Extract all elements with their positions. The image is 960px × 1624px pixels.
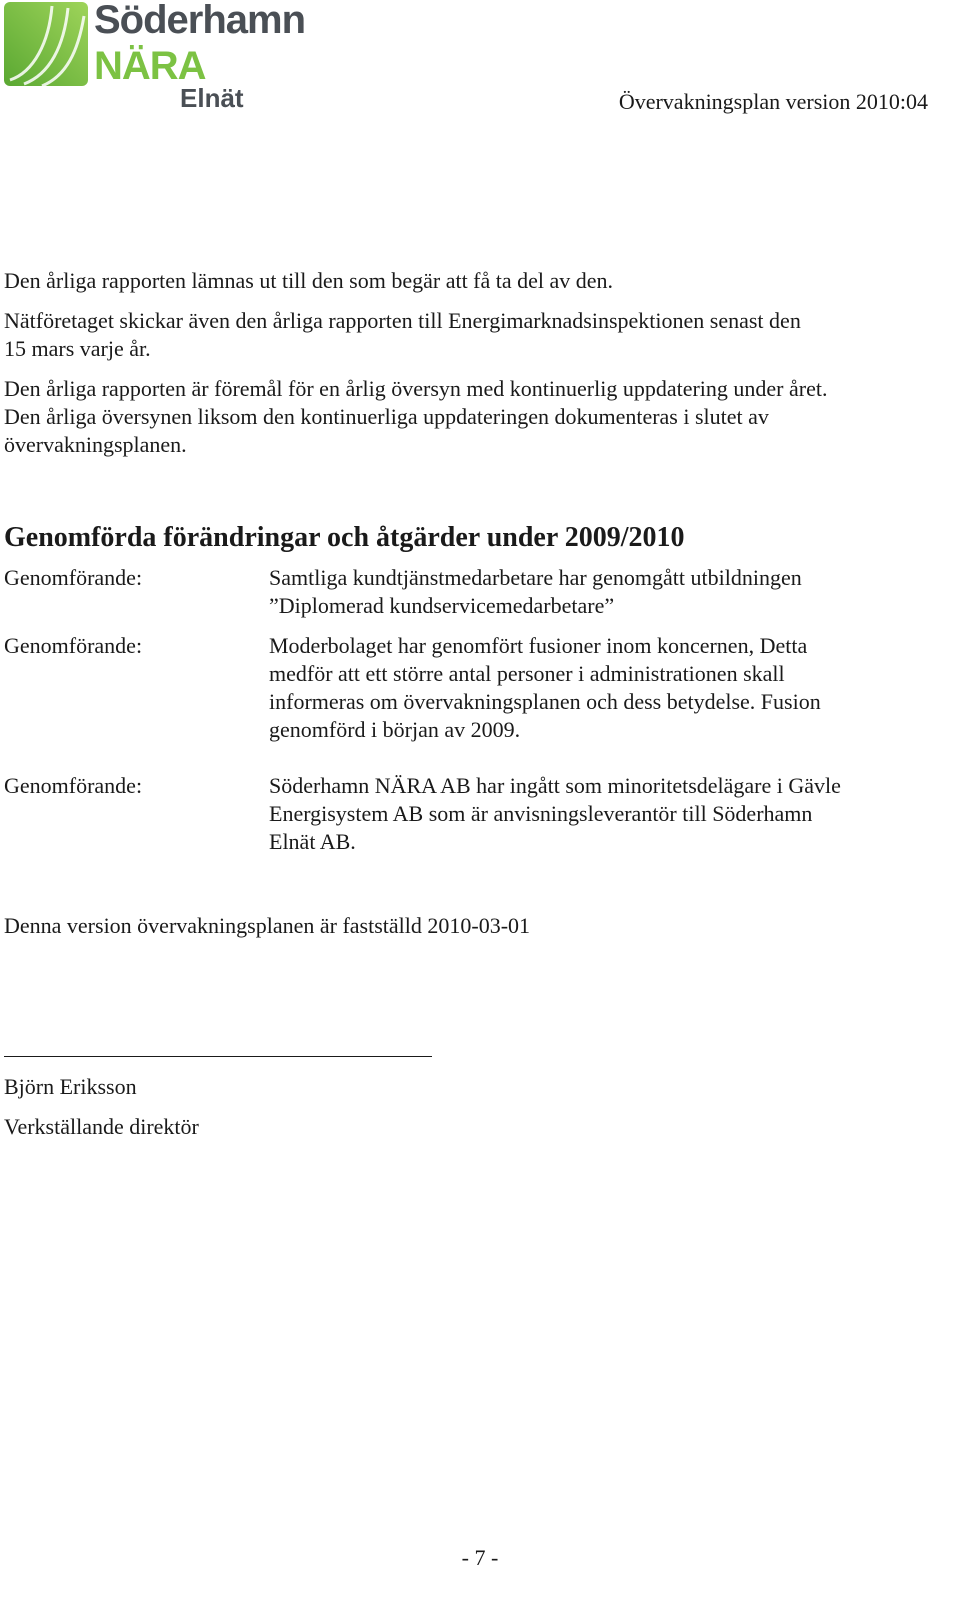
intro-line: Den årliga rapporten lämnas ut till den som begär att få ta del av den. [4,268,614,293]
logo-sub-text: NÄRA [94,44,206,88]
item-text-line: Söderhamn NÄRA AB har ingått som minoritetsdelägare i Gävle [269,773,841,798]
intro-line: Den årliga översynen liksom den kontinuerliga uppdateringen dokumenteras i slutet av [4,404,769,429]
signatory-name: Björn Eriksson [4,1074,137,1099]
item-text-line: informeras om övervakningsplanen och dess betydelse. Fusion [269,689,821,714]
item-text-line: medför att ett större antal personer i administrationen skall [269,661,785,686]
intro-line: övervakningsplanen. [4,432,187,457]
section-heading: Genomförda förändringar och åtgärder under 2009/2010 [4,522,685,553]
approval-text: Denna version övervakningsplanen är fastställd 2010-03-01 [4,913,531,938]
item-label: Genomförande: [4,633,143,658]
logo-brand-text: Söderhamn [94,0,306,42]
item-label: Genomförande: [4,773,143,798]
logo-unit-text: Elnät [180,83,244,113]
company-logo [4,0,306,114]
intro-line: Den årliga rapporten är föremål för en årlig översyn med kontinuerlig uppdatering under året. [4,376,828,401]
item-text-line: genomförd i början av 2009. [269,717,521,742]
signatory-title: Verkställande direktör [4,1114,199,1139]
signature-line [4,1056,432,1057]
item-text-line: ”Diplomerad kundservicemedarbetare” [269,593,615,618]
item-text-line: Moderbolaget har genomfört fusioner inom koncernen, Detta [269,633,808,658]
intro-line: 15 mars varje år. [4,336,151,361]
item-text-line: Energisystem AB som är anvisningsleverantör till Söderhamn [269,801,813,826]
item-text-line: Samtliga kundtjänstmedarbetare har genomgått utbildningen [269,565,802,590]
item-text-line: Elnät AB. [269,829,356,854]
intro-line: Nätföretaget skickar även den årliga rapporten till Energimarknadsinspektionen senast den [4,308,801,333]
document-version: Övervakningsplan version 2010:04 [618,89,928,114]
logo-leaf-icon [4,2,88,86]
item-label: Genomförande: [4,565,143,590]
page-number: - 7 - [461,1545,499,1570]
